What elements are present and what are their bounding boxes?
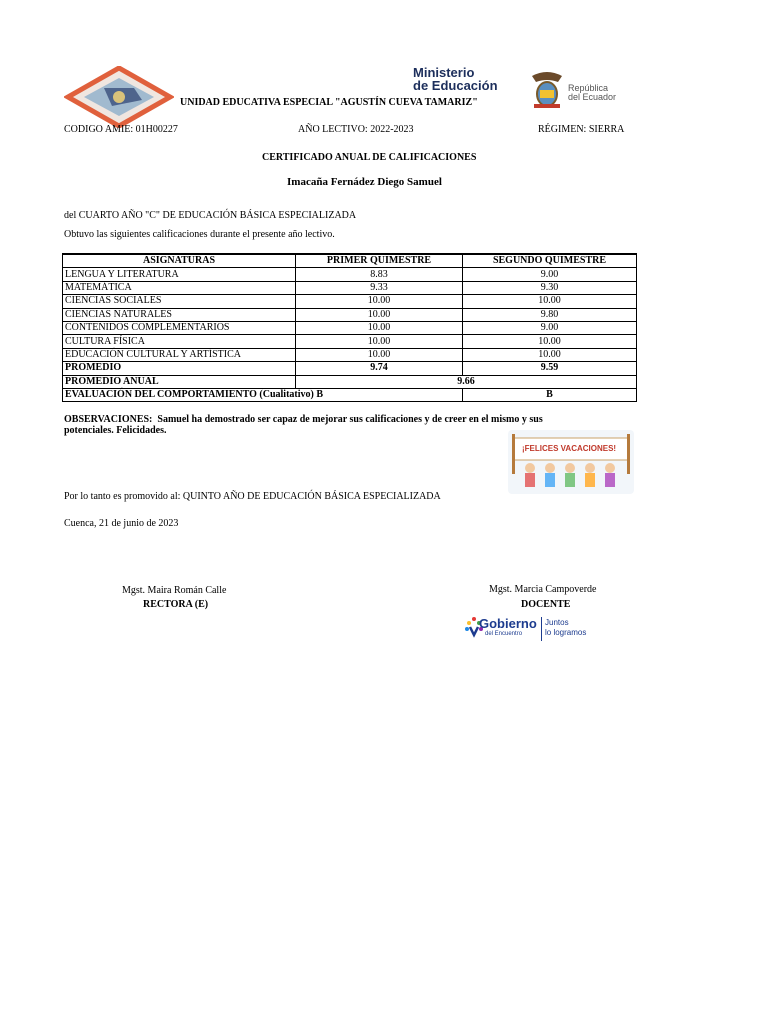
average-label: PROMEDIO: [63, 362, 296, 375]
subject-cell: LENGUA Y LITERATURA: [63, 268, 296, 281]
table-row: [63, 281, 637, 294]
subject-cell: CIENCIAS SOCIALES: [63, 295, 296, 308]
q1-cell: 8.83: [296, 268, 463, 281]
behavior-label: EVALUACIÓN DEL COMPORTAMIENTO (Cualitativo) B: [63, 388, 463, 401]
table-header-row: [63, 254, 637, 268]
q2-cell: 10.00: [463, 348, 637, 361]
gobierno-logo: [464, 611, 604, 645]
q2-cell: 9.00: [463, 321, 637, 334]
left-signer-role: RECTORA (E): [143, 599, 209, 610]
school-logo: [64, 66, 174, 128]
school-name: UNIDAD EDUCATIVA ESPECIAL "AGUSTÍN CUEVA TAMARIZ": [180, 97, 478, 108]
q2-cell: 9.80: [463, 308, 637, 321]
regime: RÉGIMEN: SIERRA: [538, 124, 625, 135]
q2-cell: 9.30: [463, 281, 637, 294]
gobierno-sub: del Encuentro: [485, 631, 523, 637]
header-subjects: ASIGNATURAS: [63, 254, 296, 268]
republic-line1: República: [568, 83, 609, 93]
gobierno-divider: [541, 617, 542, 641]
table-row: [63, 295, 637, 308]
subject-cell: CULTURA FÍSICA: [63, 335, 296, 348]
ministry-logo: [413, 66, 498, 92]
subject-cell: CIENCIAS NATURALES: [63, 308, 296, 321]
republic-text: [568, 84, 616, 102]
gobierno-word: Gobierno: [479, 616, 537, 631]
observations-text-1: Samuel ha demostrado ser capaz de mejorar sus calificaciones y de creer en el mismo y sus: [157, 414, 543, 425]
annual-row: [63, 375, 637, 388]
date-line: Cuenca, 21 de junio de 2023: [64, 518, 179, 529]
subject-cell: EDUCACIÓN CULTURAL Y ARTÍSTICA: [63, 348, 296, 361]
annual-label: PROMEDIO ANUAL: [63, 375, 296, 388]
school-year: AÑO LECTIVO: 2022-2023: [298, 124, 414, 135]
q2-cell: 9.00: [463, 268, 637, 281]
table-row: [63, 335, 637, 348]
q2-cell: 10.00: [463, 295, 637, 308]
q1-cell: 10.00: [296, 308, 463, 321]
gobierno-slogan-1: Juntos: [545, 618, 569, 627]
q2-cell: 10.00: [463, 335, 637, 348]
right-signer-role: DOCENTE: [521, 599, 571, 610]
gobierno-slogan: [545, 618, 586, 638]
header-q1: PRIMER QUIMESTRE: [296, 254, 463, 268]
average-row: [63, 362, 637, 375]
student-name: Imacaña Fernádez Diego Samuel: [287, 176, 442, 188]
coat-of-arms-icon: [528, 68, 566, 117]
promotion-line: Por lo tanto es promovido al: QUINTO AÑO DE EDUCACIÓN BÁSICA ESPECIALIZADA: [64, 491, 441, 502]
annual-value: 9.66: [296, 375, 637, 388]
ministry-line2: de Educación: [413, 78, 498, 93]
behavior-value: B: [463, 388, 637, 401]
gobierno-slogan-2: lo logramos: [545, 628, 587, 637]
table-row: [63, 308, 637, 321]
course-line: del CUARTO AÑO "C" DE EDUCACIÓN BÁSICA ESPECIALIZADA: [64, 210, 357, 221]
subject-cell: CONTENIDOS COMPLEMENTARIOS: [63, 321, 296, 334]
header-q2: SEGUNDO QUIMESTRE: [463, 254, 637, 268]
average-q2: 9.59: [463, 362, 637, 375]
left-signer-name: Mgst. Maira Román Calle: [122, 585, 227, 596]
certificate-title: CERTIFICADO ANUAL DE CALIFICACIONES: [262, 152, 477, 163]
q1-cell: 9.33: [296, 281, 463, 294]
amie-code: CODIGO AMIE: 01H00227: [64, 124, 178, 135]
republic-line2: del Ecuador: [568, 92, 617, 102]
average-q1: 9.74: [296, 362, 463, 375]
q1-cell: 10.00: [296, 335, 463, 348]
table-row: [63, 348, 637, 361]
intro-line: Obtuvo las siguientes calificaciones durante el presente año lectivo.: [64, 229, 335, 240]
table-row: [63, 321, 637, 334]
table-row: [63, 268, 637, 281]
q1-cell: 10.00: [296, 321, 463, 334]
vacation-banner-image: [508, 430, 634, 494]
q1-cell: 10.00: [296, 348, 463, 361]
q1-cell: 10.00: [296, 295, 463, 308]
subject-cell: MATEMÁTICA: [63, 281, 296, 294]
observations-label: OBSERVACIONES:: [64, 414, 153, 425]
grades-table: [62, 253, 637, 402]
behavior-row: [63, 388, 637, 401]
vacation-banner-text: ¡FELICES VACACIONES!: [522, 444, 617, 453]
right-signer-name: Mgst. Marcia Campoverde: [489, 584, 597, 595]
observations-text-2: potenciales. Felicidades.: [64, 425, 167, 436]
ministry-line1: Ministerio: [413, 65, 475, 80]
